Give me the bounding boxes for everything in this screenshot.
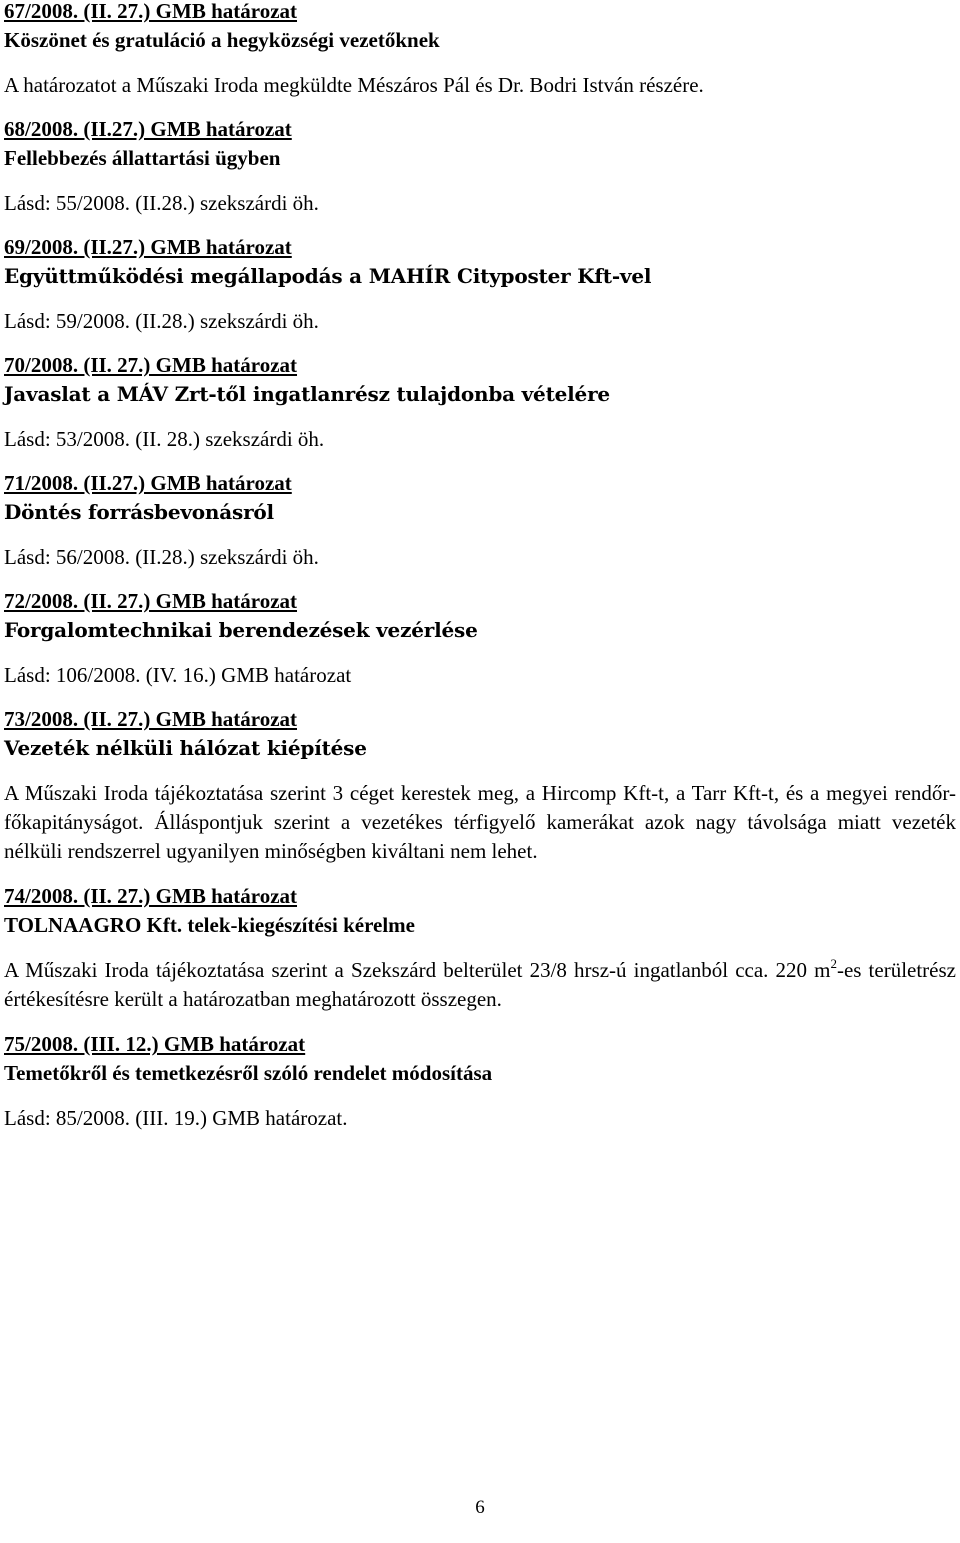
resolution-75 bbox=[4, 1030, 956, 1133]
resolution-title: Köszönet és gratuláció a hegyközségi vezetőknek bbox=[4, 28, 440, 52]
resolution-68 bbox=[4, 115, 956, 218]
resolution-title: Fellebbezés állattartási ügyben bbox=[4, 146, 281, 170]
resolution-title: Döntés forrásbevonásról bbox=[4, 500, 274, 524]
resolution-id: 68/2008. (II.27.) GMB határozat bbox=[4, 117, 292, 141]
resolution-67 bbox=[4, 0, 956, 100]
resolution-69 bbox=[4, 233, 956, 336]
resolution-title: Javaslat a MÁV Zrt-től ingatlanrész tulajdonba vételére bbox=[4, 382, 610, 406]
resolution-id: 71/2008. (II.27.) GMB határozat bbox=[4, 471, 292, 495]
resolution-id: 69/2008. (II.27.) GMB határozat bbox=[4, 235, 292, 259]
resolution-body: Lásd: 59/2008. (II.28.) szekszárdi öh. bbox=[4, 309, 319, 333]
resolution-body-text: A Műszaki Iroda tájékoztatása szerint a Szekszárd belterület 23/8 hrsz-ú ingatlanból cca. 220 m bbox=[4, 958, 831, 982]
page-number: 6 bbox=[475, 1497, 485, 1518]
resolution-body: Lásd: 55/2008. (II.28.) szekszárdi öh. bbox=[4, 191, 319, 215]
resolution-id: 74/2008. (II. 27.) GMB határozat bbox=[4, 884, 298, 908]
resolution-id: 67/2008. (II. 27.) GMB határozat bbox=[4, 0, 298, 23]
superscript: 2 bbox=[830, 956, 837, 971]
resolution-74 bbox=[4, 882, 956, 1014]
resolution-72 bbox=[4, 587, 956, 690]
resolution-title: Temetőkről és temetkezésről szóló rendelet módosítása bbox=[4, 1061, 493, 1085]
resolution-title: Forgalomtechnikai berendezések vezérlése bbox=[4, 618, 478, 642]
resolution-body-text: -es területrész értékesítésre került a határozatban meghatározott összegen. bbox=[4, 958, 956, 1011]
resolution-body: Lásd: 85/2008. (III. 19.) GMB határozat. bbox=[4, 1106, 348, 1130]
resolution-71 bbox=[4, 469, 956, 572]
resolution-70 bbox=[4, 351, 956, 454]
resolution-body: Lásd: 53/2008. (II. 28.) szekszárdi öh. bbox=[4, 427, 325, 451]
resolution-id: 72/2008. (II. 27.) GMB határozat bbox=[4, 589, 298, 613]
resolution-title: Vezeték nélküli hálózat kiépítése bbox=[4, 736, 367, 760]
document-content bbox=[4, 0, 956, 1145]
resolution-body: A Műszaki Iroda tájékoztatása szerint 3 céget kerestek meg, a Hircomp Kft-t, a Tarr Kft-t, és a megyei rendőr-főkapitányságot. Álláspontjuk szerint a vezetékes térfigyelő kamerákat azok nagy távolsága miatt vezeték nélküli rendszerrel ugyanilyen minőségben kiváltani nem lehet. bbox=[4, 781, 956, 863]
resolution-id: 73/2008. (II. 27.) GMB határozat bbox=[4, 707, 298, 731]
resolution-body: Lásd: 106/2008. (IV. 16.) GMB határozat bbox=[4, 663, 352, 687]
resolution-title: Együttműködési megállapodás a MAHÍR Cityposter Kft-vel bbox=[4, 264, 652, 288]
resolution-73 bbox=[4, 705, 956, 866]
resolution-id: 75/2008. (III. 12.) GMB határozat bbox=[4, 1032, 306, 1056]
resolution-body: A határozatot a Műszaki Iroda megküldte Mészáros Pál és Dr. Bodri István részére. bbox=[4, 73, 704, 97]
resolution-body bbox=[4, 956, 956, 1014]
resolution-id: 70/2008. (II. 27.) GMB határozat bbox=[4, 353, 298, 377]
resolution-title: TOLNAAGRO Kft. telek-kiegészítési kérelme bbox=[4, 913, 415, 937]
resolution-body: Lásd: 56/2008. (II.28.) szekszárdi öh. bbox=[4, 545, 319, 569]
